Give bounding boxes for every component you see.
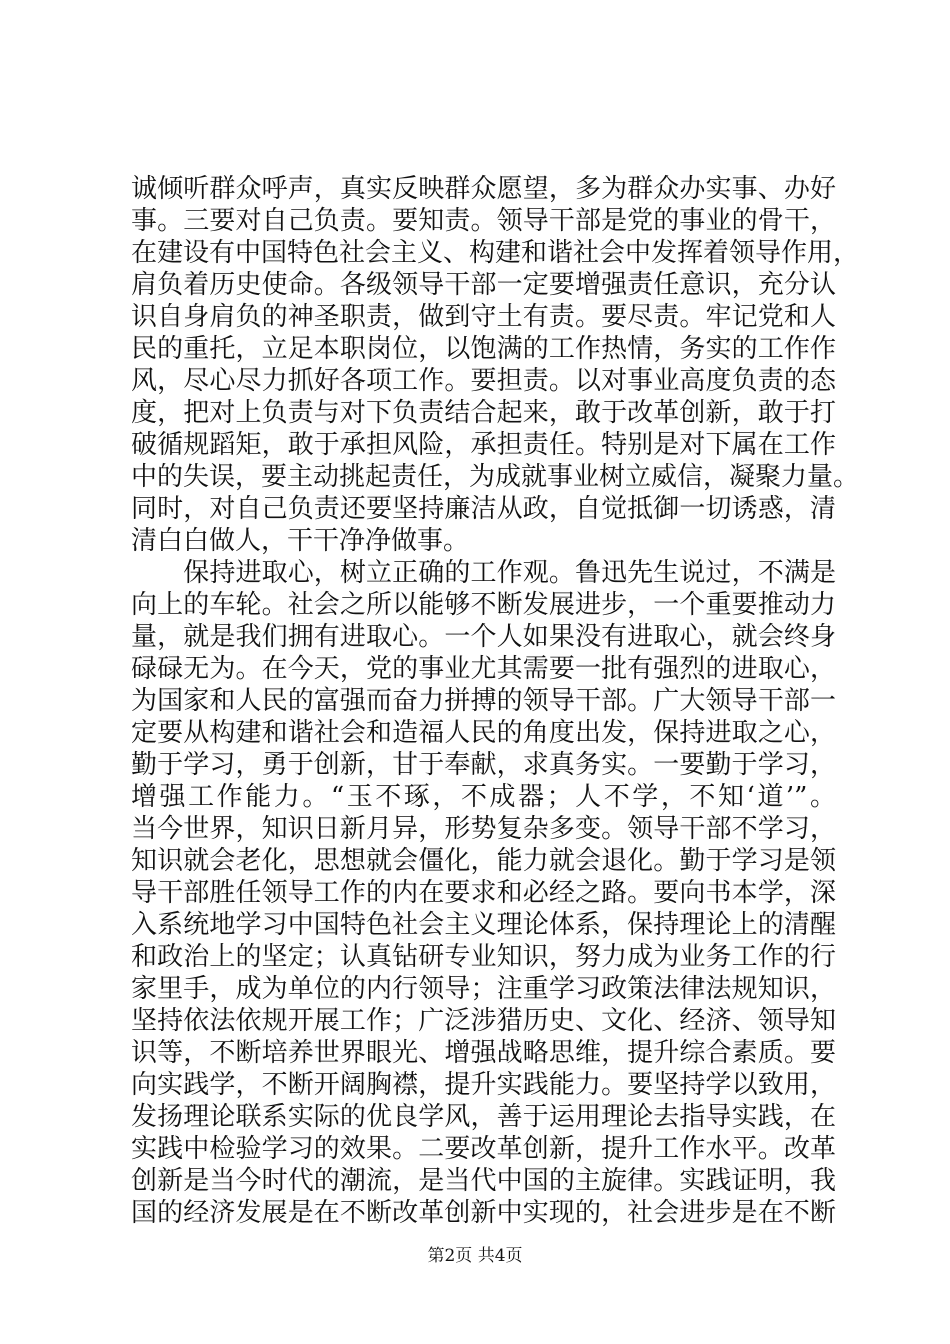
text-line: 保持进取心，树立正确的工作观。鲁迅先生说过，不满是 xyxy=(131,558,836,588)
text-line: 风，尽心尽力抓好各项工作。要担责。以对事业高度负责的态 xyxy=(131,366,836,396)
page-number-footer: 第2页 共4页 xyxy=(427,1246,523,1266)
text-line: 和政治上的坚定；认真钻研专业知识，努力成为业务工作的行 xyxy=(131,942,836,972)
text-line: 向上的车轮。社会之所以能够不断发展进步，一个重要推动力 xyxy=(131,590,836,620)
text-line: 量，就是我们拥有进取心。一个人如果没有进取心，就会终身 xyxy=(131,622,836,652)
text-line: 坚持依法依规开展工作；广泛涉猎历史、文化、经济、领导知 xyxy=(131,1006,836,1036)
text-line: 清白白做人，干干净净做事。 xyxy=(131,526,470,556)
text-line: 导干部胜任领导工作的内在要求和必经之路。要向书本学，深 xyxy=(131,878,836,908)
text-line: 入系统地学习中国特色社会主义理论体系，保持理论上的清醒 xyxy=(131,910,836,940)
text-line: 勤于学习，勇于创新，甘于奉献，求真务实。一要勤于学习， xyxy=(131,750,836,780)
text-line: 中的失误，要主动挑起责任，为成就事业树立威信，凝聚力量。 xyxy=(131,462,860,492)
text-line: 家里手，成为单位的内行领导；注重学习政策法律法规知识， xyxy=(131,974,836,1004)
text-line: 识自身肩负的神圣职责，做到守土有责。要尽责。牢记党和人 xyxy=(131,302,836,332)
body-text xyxy=(131,173,860,1229)
text-line: 为国家和人民的富强而奋力拼搏的领导干部。广大领导干部一 xyxy=(131,686,836,716)
text-line: 碌碌无为。在今天，党的事业尤其需要一批有强烈的进取心， xyxy=(131,654,836,684)
text-line: 在建设有中国特色社会主义、构建和谐社会中发挥着领导作用， xyxy=(131,238,860,268)
text-line: 国的经济发展是在不断改革创新中实现的，社会进步是在不断 xyxy=(131,1198,836,1228)
text-line: 识等，不断培养世界眼光、增强战略思维，提升综合素质。要 xyxy=(131,1038,836,1068)
text-line: 知识就会老化，思想就会僵化，能力就会退化。勤于学习是领 xyxy=(131,846,836,876)
text-line: 定要从构建和谐社会和造福人民的角度出发，保持进取之心， xyxy=(131,718,836,748)
text-line: 实践中检验学习的效果。二要改革创新，提升工作水平。改革 xyxy=(131,1134,836,1164)
text-line: 肩负着历史使命。各级领导干部一定要增强责任意识，充分认 xyxy=(131,270,836,300)
text-line: 同时，对自己负责还要坚持廉洁从政，自觉抵御一切诱惑，清 xyxy=(131,494,836,524)
text-line: 创新是当今时代的潮流，是当代中国的主旋律。实践证明，我 xyxy=(131,1166,836,1196)
text-line: 度，把对上负责与对下负责结合起来，敢于改革创新，敢于打 xyxy=(131,398,836,428)
text-line: 当今世界，知识日新月异，形势复杂多变。领导干部不学习， xyxy=(131,814,836,844)
text-line: 诚倾听群众呼声，真实反映群众愿望，多为群众办实事、办好 xyxy=(131,174,836,204)
text-line: 发扬理论联系实际的优良学风，善于运用理论去指导实践，在 xyxy=(131,1102,836,1132)
text-line: 增强工作能力。“玉不琢，不成器；人不学，不知‘道’”。 xyxy=(131,782,836,812)
text-line: 破循规蹈矩，敢于承担风险，承担责任。特别是对下属在工作 xyxy=(131,430,836,460)
text-line: 民的重托，立足本职岗位，以饱满的工作热情，务实的工作作 xyxy=(131,334,836,364)
text-line: 向实践学，不断开阔胸襟，提升实践能力。要坚持学以致用， xyxy=(131,1070,836,1100)
text-line: 事。三要对自己负责。要知责。领导干部是党的事业的骨干， xyxy=(131,206,836,236)
